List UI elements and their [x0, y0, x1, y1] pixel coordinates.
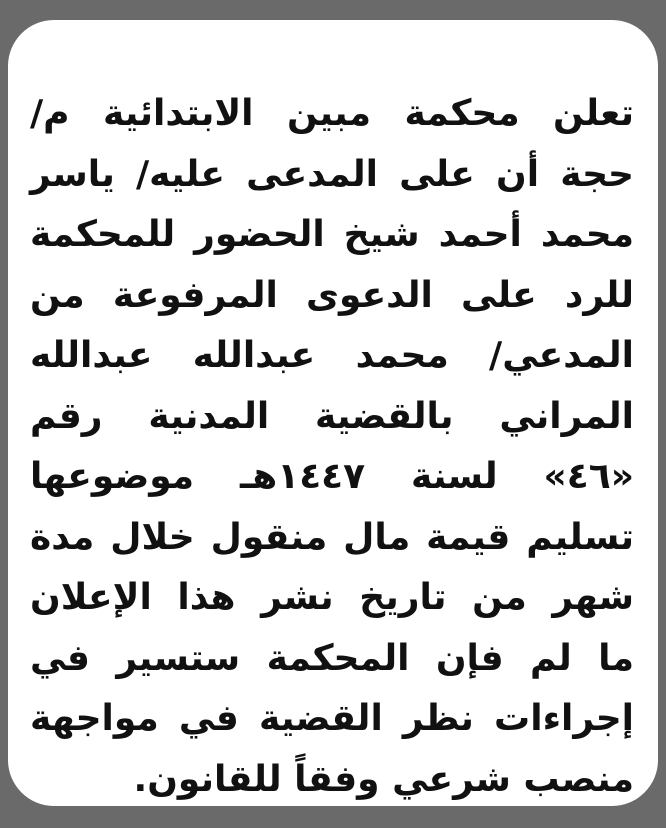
- notice-line: المدعي/ محمد عبدالله عبدالله: [30, 335, 634, 376]
- notice-line: «٤٦» لسنة ١٤٤٧هـ موضوعها: [30, 456, 635, 497]
- notice-line: تعلن محكمة مبين الابتدائية م/: [30, 93, 634, 134]
- notice-line: محمد أحمد شيخ الحضور للمحكمة: [30, 214, 634, 255]
- notice-line: للرد على الدعوى المرفوعة من: [30, 274, 634, 316]
- notice-card: [8, 20, 658, 806]
- notice-line: حجة أن على المدعى عليه/ ياسر: [30, 153, 634, 195]
- notice-line: إجراءات نظر القضية في مواجهة: [30, 698, 634, 739]
- court-notice-text: [30, 84, 634, 810]
- notice-line: المراني بالقضية المدنية رقم: [30, 395, 634, 437]
- notice-line: تسليم قيمة مال منقول خلال مدة: [30, 516, 634, 558]
- notice-line: منصب شرعي وفقاً للقانون.: [133, 758, 634, 800]
- notice-line: شهر من تاريخ نشر هذا الإعلان: [30, 577, 634, 618]
- notice-line: ما لم فإن المحكمة ستسير في: [30, 637, 634, 679]
